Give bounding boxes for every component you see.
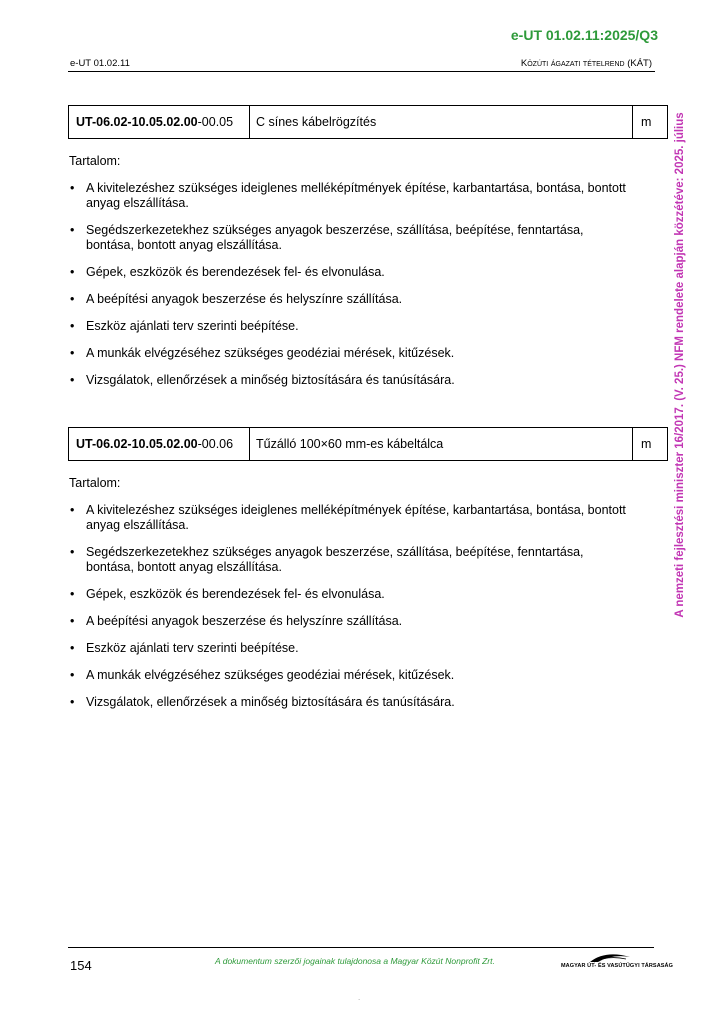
item-code-bold: UT-06.02-10.05.02.00	[76, 115, 198, 129]
item-unit-cell: m	[641, 115, 652, 129]
list-item: • A beépítési anyagok beszerzése és helyszínre szállítása.	[70, 614, 403, 628]
content-label-1: Tartalom:	[69, 154, 121, 168]
bullet-icon: •	[70, 346, 75, 360]
bullet-icon: •	[70, 545, 75, 559]
running-header-right: Közúti ágazati tételrend (KÁT)	[520, 58, 652, 69]
bullet-icon: •	[70, 503, 75, 517]
list-item: • Segédszerkezetekhez szükséges anyagok beszerzése, szállítása, beépítése, fenntartása, bontása, bontott anyag elszállítása.	[70, 545, 584, 574]
list-item: • A kivitelezéshez szükséges ideiglenes melléképítmények építése, karbantartása, bontása, bontott anyag elszállítása.	[70, 503, 626, 532]
content-label-2: Tartalom:	[69, 476, 121, 490]
bullet-icon: •	[70, 181, 75, 195]
list-item: • Gépek, eszközök és berendezések fel- és elvonulása.	[70, 587, 385, 601]
bullet-icon: •	[70, 668, 75, 682]
content-list-2	[69, 503, 629, 722]
running-header-left: e-UT 01.02.11	[70, 58, 130, 69]
list-item: • A kivitelezéshez szükséges ideiglenes melléképítmények építése, karbantartása, bontása, bontott anyag elszállítása.	[70, 181, 626, 210]
list-item: • Eszköz ajánlati terv szerinti beépítése.	[70, 319, 299, 333]
list-item: • A beépítési anyagok beszerzése és helyszínre szállítása.	[70, 292, 403, 306]
bullet-icon: •	[70, 641, 75, 655]
bullet-icon: •	[70, 319, 75, 333]
list-item: • Vizsgálatok, ellenőrzések a minőség biztosítására és tanúsítására.	[70, 695, 455, 709]
item-code-bold: UT-06.02-10.05.02.00	[76, 437, 198, 451]
item-table-2	[68, 427, 668, 461]
page-mark: .	[358, 993, 361, 1002]
item-code-suffix: -00.06	[197, 437, 234, 451]
list-item: • Vizsgálatok, ellenőrzések a minőség biztosítására és tanúsítására.	[70, 373, 455, 387]
bullet-icon: •	[70, 265, 75, 279]
list-item: • Gépek, eszközök és berendezések fel- és elvonulása.	[70, 265, 385, 279]
item-unit-cell: m	[641, 437, 652, 451]
list-item: • A munkák elvégzéséhez szükséges geodéziai mérések, kitűzések.	[70, 346, 455, 360]
publication-note: A nemzeti fejlesztési miniszter 16/2017. (V. 25.) NFM rendelete alapján közzétéve: 2025. július	[674, 112, 686, 618]
item-code-suffix: -00.05	[197, 115, 234, 129]
company-name: MAGYAR ÚT- ÉS VASÚTÜGYI TÁRSASÁG	[561, 963, 673, 969]
bullet-icon: •	[70, 292, 75, 306]
content-list-1	[69, 181, 629, 400]
bullet-icon: •	[70, 587, 75, 601]
header-rule	[68, 71, 655, 72]
bullet-icon: •	[70, 614, 75, 628]
bullet-icon: •	[70, 695, 75, 709]
item-code-cell	[69, 428, 250, 460]
item-name-cell: Tűzálló 100×60 mm-es kábeltálca	[250, 428, 633, 460]
item-name-cell: C sínes kábelrögzítés	[250, 106, 633, 138]
copyright-notice: A dokumentum szerzői jogainak tulajdonosa a Magyar Közút Nonprofit Zrt.	[215, 956, 495, 966]
publication-sidebar	[670, 97, 690, 633]
document-code: e-UT 01.02.11:2025/Q3	[510, 27, 658, 43]
item-table-1	[68, 105, 668, 139]
item-code-cell	[69, 106, 250, 138]
bullet-icon: •	[70, 223, 75, 237]
list-item: • Segédszerkezetekhez szükséges anyagok beszerzése, szállítása, beépítése, fenntartása, bontása, bontott anyag elszállítása.	[70, 223, 584, 252]
page-number: 154	[70, 958, 92, 973]
bullet-icon: •	[70, 373, 75, 387]
list-item: • A munkák elvégzéséhez szükséges geodéziai mérések, kitűzések.	[70, 668, 455, 682]
list-item: • Eszköz ajánlati terv szerinti beépítése.	[70, 641, 299, 655]
